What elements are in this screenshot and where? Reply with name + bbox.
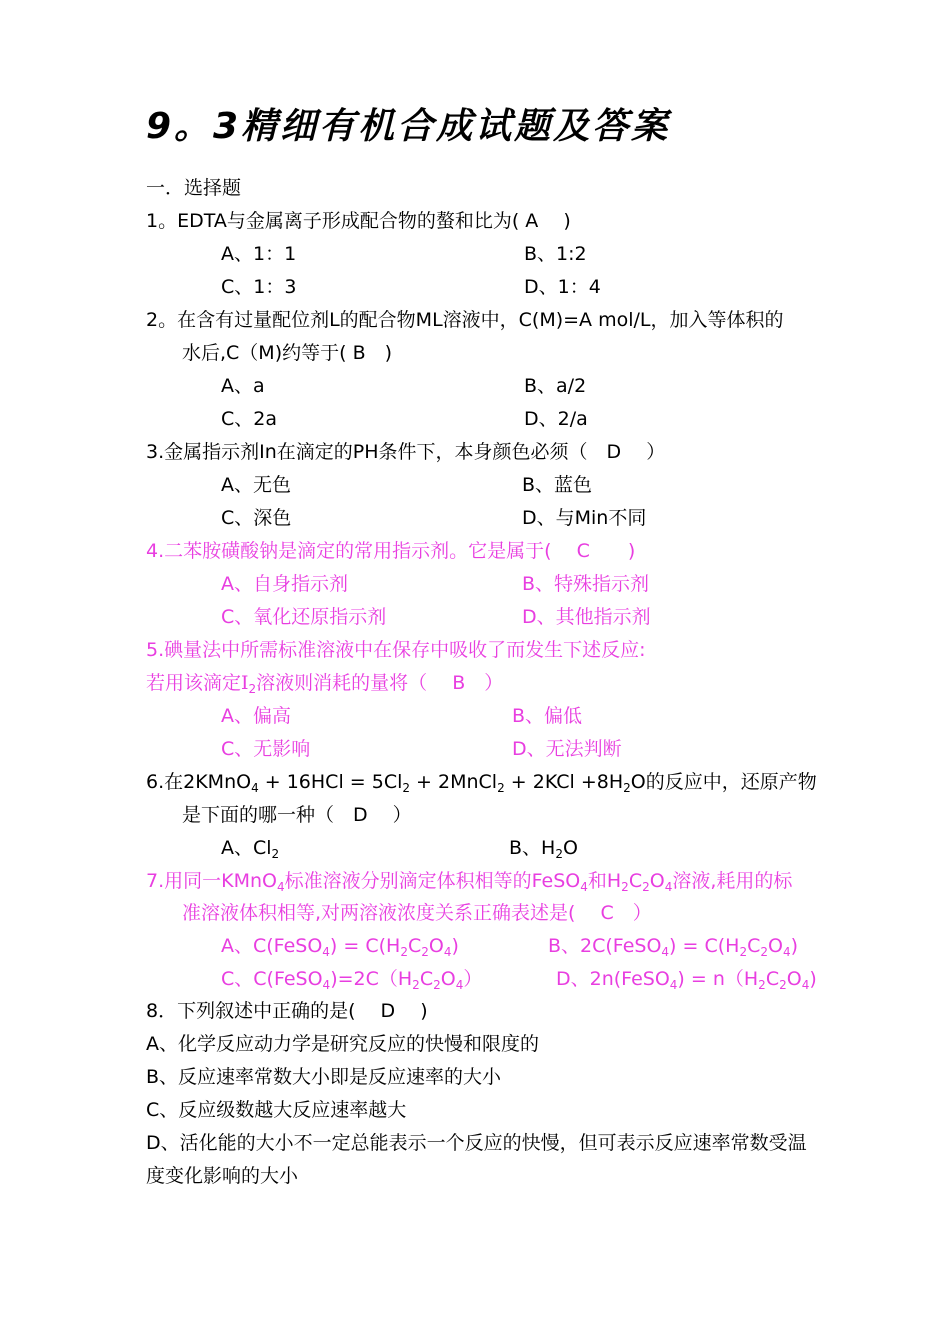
- q2-option-d: D、2/a: [524, 408, 588, 430]
- q6-stem-line2: 是下面的哪一种（ D ）: [182, 804, 412, 826]
- q5-stem-line2: 若用该滴定$I_2$溶液则消耗的量将（ B ）: [146, 672, 504, 696]
- q7-stem-line2: 准溶液体积相等,对两溶液浓度关系正确表述是( C ）: [182, 902, 652, 924]
- q7-stem-line1: 7.用同一KMnO$_4$标准溶液分别滴定体积相等的FeSO$_4$和$H_2C_2O_4$溶液,耗用的标: [146, 870, 793, 894]
- section-heading: 一．选择题: [146, 177, 242, 199]
- page-title: 9。3精细有机合成试题及答案: [146, 106, 671, 147]
- q8-option-b: B、反应速率常数大小即是反应速率的大小: [146, 1066, 502, 1088]
- q1-stem: 1。EDTA与金属离子形成配合物的螯和比为( A ): [146, 210, 571, 232]
- q7-option-a: A、C(FeSO$_4$) = $C(H_2C_2O_4)$: [221, 935, 459, 959]
- q4-option-b: B、特殊指示剂: [522, 573, 650, 595]
- q4-stem: 4.二苯胺磺酸钠是滴定的常用指示剂。它是属于( C ): [146, 540, 636, 562]
- q8-option-d-line1: D、活化能的大小不一定总能表示一个反应的快慢，但可表示反应速率常数受温: [146, 1132, 807, 1154]
- q3-option-d: D、与Min不同: [522, 507, 647, 529]
- q3-stem: 3.金属指示剂In在滴定的PH条件下，本身颜色必须（ D ）: [146, 441, 666, 463]
- q5-option-a: A、偏高: [221, 705, 291, 727]
- q8-option-d-line2: 度变化影响的大小: [146, 1165, 299, 1187]
- q2-option-a: A、a: [221, 375, 265, 397]
- q2-stem-line2: 水后,C（M)约等于( B ): [182, 342, 393, 364]
- q4-option-d: D、其他指示剂: [522, 606, 651, 628]
- q2-option-c: C、2a: [221, 408, 277, 430]
- q2-stem-line1: 2。在含有过量配位剂L的配合物ML溶液中，C(M)=A mol/L，加入等体积的: [146, 309, 784, 331]
- q1-option-a: A、1：1: [221, 243, 297, 265]
- q7-option-b: B、2C(FeSO$_4$) = $C(H_2C_2O_4)$: [548, 935, 799, 959]
- q1-option-d: D、1：4: [524, 276, 601, 298]
- q1-option-c: C、1：3: [221, 276, 297, 298]
- q8-option-c: C、反应级数越大反应速率越大: [146, 1099, 407, 1121]
- q5-option-c: C、无影响: [221, 738, 311, 760]
- q7-option-c: C、$C(FeSO_4)=2C(H_2C_2O_4)$: [221, 968, 483, 992]
- q5-option-d: D、无法判断: [512, 738, 622, 760]
- q5-option-b: B、偏低: [512, 705, 583, 727]
- q3-option-a: A、无色: [221, 474, 291, 496]
- q7-option-d: D、2n(FeSO$_4$) = $n(H_2C_2O_4)$: [556, 968, 817, 992]
- q6-stem-line1: 6.在2KMnO$_4$ + $16HCl = 5Cl_2$ + 2MnCl$_2$ + $2KCl +8H_2O$的反应中，还原产物: [146, 771, 817, 795]
- q6-option-b: B、$H_2O$: [509, 837, 578, 861]
- q1-option-b: B、1:2: [524, 243, 587, 265]
- q8-option-a: A、化学反应动力学是研究反应的快慢和限度的: [146, 1033, 539, 1055]
- q2-option-b: B、a/2: [524, 375, 587, 397]
- q4-option-c: C、氧化还原指示剂: [221, 606, 387, 628]
- q5-stem-line1: 5.碘量法中所需标准溶液中在保存中吸收了而发生下述反应:: [146, 639, 646, 661]
- q8-stem: 8．下列叙述中正确的是( D ): [146, 1000, 428, 1022]
- q3-option-b: B、蓝色: [522, 474, 593, 496]
- q3-option-c: C、深色: [221, 507, 292, 529]
- q6-option-a: A、$Cl_2$: [221, 837, 280, 861]
- q4-option-a: A、自身指示剂: [221, 573, 348, 595]
